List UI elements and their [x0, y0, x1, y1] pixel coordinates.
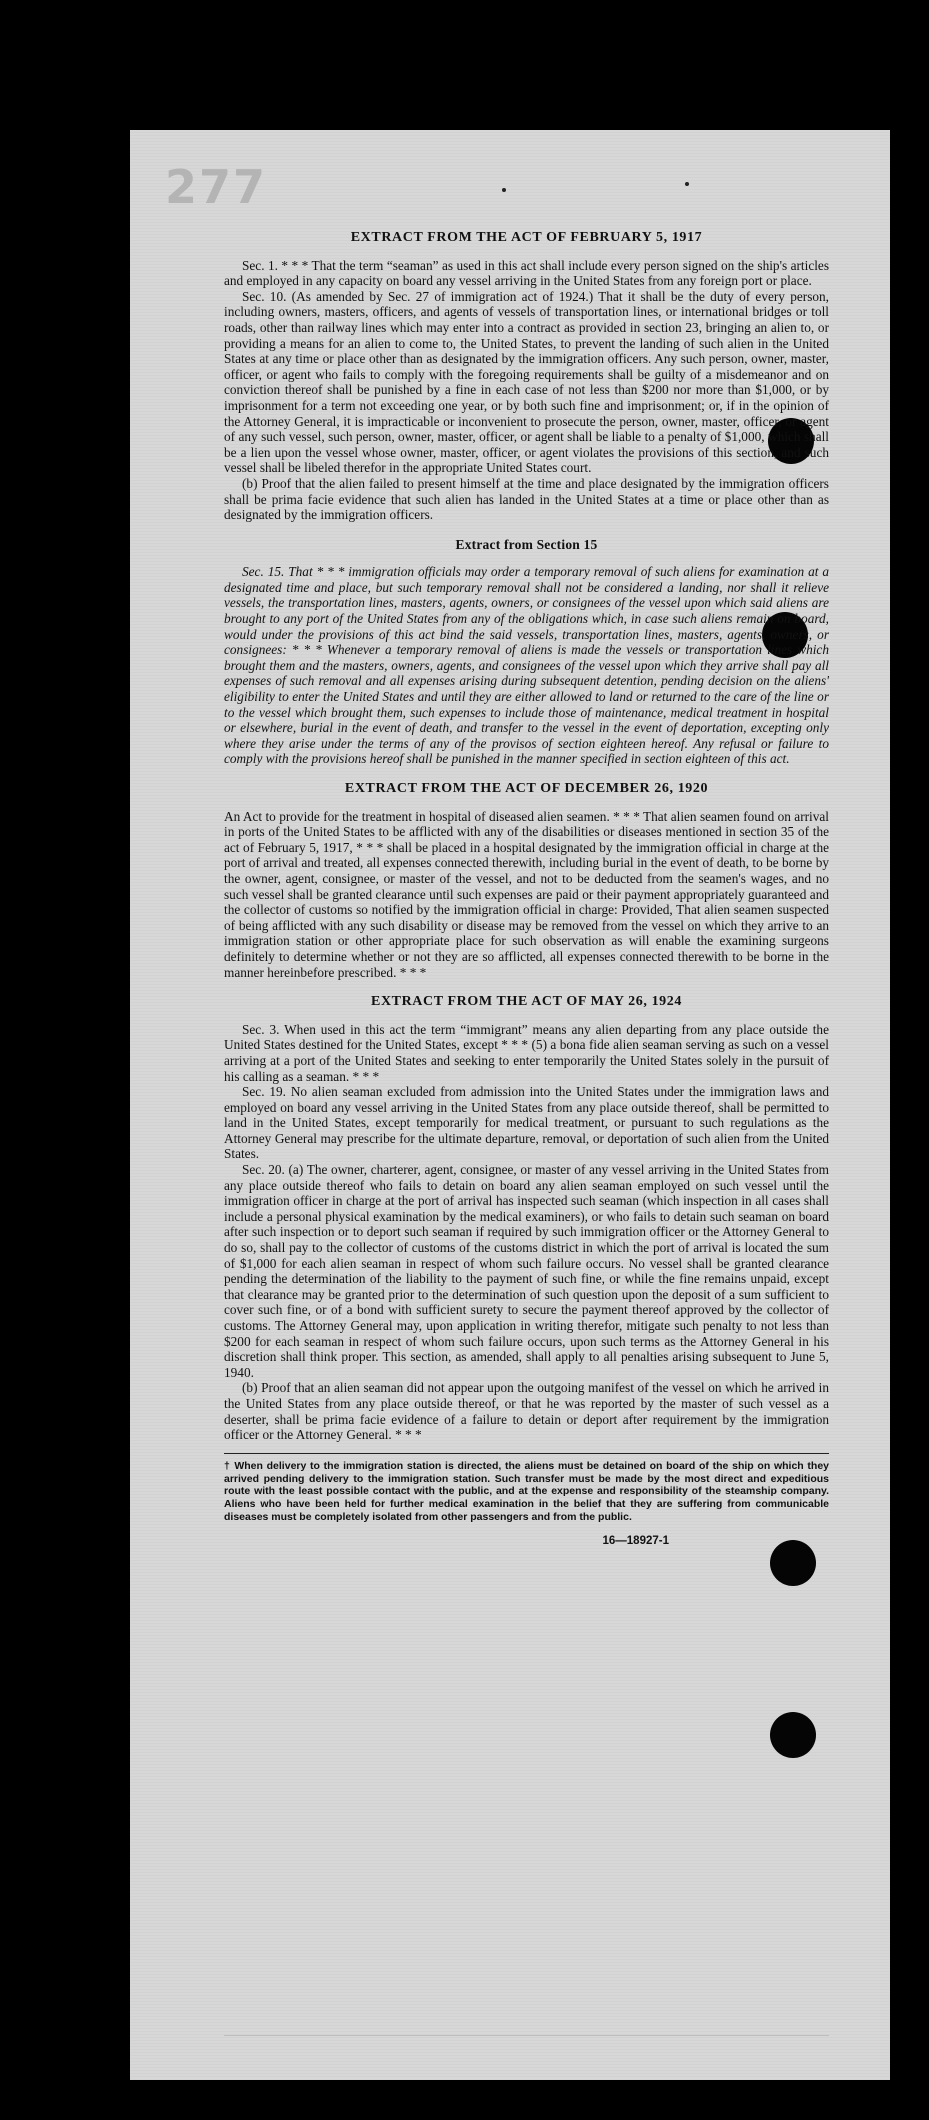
footnote: † When delivery to the immigration station is directed, the aliens must be detained on board of the ship on which they arrived pending delivery to the immigration station. Such transfer must be made by the most direct and expeditious route with the least possible contact with the public, and at the expense and responsibility of the steamship company. Aliens who have been held for further medical examination in the belief that they are suffering from communicable diseases must be completely isolated from other passengers and from the public. — [224, 1453, 829, 1524]
paragraph-act-1920: An Act to provide for the treatment in hospital of diseased alien seamen. * * * That alien seamen found on arrival in ports of the United States to be afflicted with any of the disabilities or diseases mentioned in section 35 of the act of February 5, 1917, * * * shall be placed in a hospital designated by the immigration official in charge at the port of arrival and treated, all expenses connected therewith, including burial in the event of death, to be borne by the owner, agent, consignee, or master of the vessel, and not to be deducted from the seamen's wages, and no such vessel shall be granted clearance until such expenses are paid or their payment appropriately guaranteed and the collector of customs so notified by the immigration official in charge: Provided, That alien seamen suspected of being afflicted with any such disability or disease may be removed from the vessel on which they arrive to an immigration station or other appropriate place for such observation as will enable the examining surgeons definitely to determine whether or not they are so afflicted, all expenses connected therewith to be borne in the manner hereinbefore prescribed. * * * — [224, 808, 829, 980]
form-number: 16—18927-1 — [602, 1534, 669, 1547]
heading-section-15: Extract from Section 15 — [455, 536, 598, 552]
heading-act-may-1924: EXTRACT FROM THE ACT OF MAY 26, 1924 — [371, 994, 682, 1010]
paragraph-sec-1: Sec. 1. * * * That the term “seaman” as used in this act shall include every person signed on the ship's articles and employed in any capacity on board any vessel arriving in the United States from any foreign port or place. — [224, 257, 829, 289]
document-page — [130, 130, 890, 2080]
paragraph-sec-20-b: (b) Proof that an alien seaman did not appear upon the outgoing manifest of the vessel on which he arrived in the United States from any place outside thereof, or that he was reported by the master of such vessel as a deserter, shall be prima facie evidence of a failure to detain or deport after requirement by the immigration officer or the Attorney General. * * * — [224, 1380, 829, 1443]
paragraph-sec-10: Sec. 10. (As amended by Sec. 27 of immigration act of 1924.) That it shall be the duty of every person, including owners, masters, officers, and agents of vessels of transportation lines, or international bridges or toll roads, other than railway lines which may enter into a contract as provided in section 23, bringing an alien to, or providing a means for an alien to come to, the United States, to prevent the landing of such alien in the United States at any time or place other than as designated by the immigration officers. Any such person, owner, master, officer, or agent who fails to comply with the foregoing requirements shall be guilty of a misdemeanor and on conviction thereof shall be punished by a fine in each case of not less than $200 nor more than $1,000, or by imprisonment for a term not exceeding one year, or by both such fine and imprisonment; or, if in the opinion of the Attorney General, it is impracticable or inconvenient to prosecute the person, owner, master, officer, or agent of any such vessel, such person, owner, master, officer, or agent shall be liable to a penalty of $1,000, which shall be a lien upon the vessel whose owner, master, officer, or agent violates the provisions of this section, and such vessel shall be libeled therefor in the appropriate United States court. — [224, 288, 829, 476]
heading-act-feb-1917: EXTRACT FROM THE ACT OF FEBRUARY 5, 1917 — [350, 230, 703, 245]
document-body — [224, 230, 829, 1549]
punch-hole — [770, 1712, 816, 1758]
paragraph-sec-3: Sec. 3. When used in this act the term “immigrant” means any alien departing from any place outside the United States destined for the United States, except * * * (5) a bona fide alien seaman serving as such on a vessel arriving at a port of the United States and seeking to enter temporarily the United States solely in the pursuit of his calling as a seaman. * * * — [224, 1021, 829, 1084]
speck-mark — [685, 182, 689, 186]
paragraph-sec-15: Sec. 15. That * * * immigration officials may order a temporary removal of such aliens for examination at a designated time and place, but such temporary removal shall not be considered a landing, nor shall it relieve vessels, the transportation lines, masters, agents, owners, or consignees of the vessel upon which said aliens are brought to any port of the United States from any of the obligations which, in case such aliens remain on board, would under the provisions of this act bind the said vessels, transportation lines, masters, agents, owners, or consignees: * * * Whenever a temporary removal of aliens is made the vessels or transportation lines which brought them and the masters, owners, agents, and consignees of the vessel upon which they arrive shall pay all expenses of such removal and all expenses arising during subsequent detention, pending decision on the aliens' eligibility to enter the United States and until they are either allowed to land or returned to the care of the line or to the vessel which brought them, such expenses to include those of maintenance, medical treatment in hospital or elsewhere, burial in the event of death, and transfer to the vessel in the event of deportation, excepting only where they arise under the terms of any of the provisos of section eighteen hereof. Any refusal or failure to comply with the provisions hereof shall be punished in the manner specified in section eighteen of this act. — [224, 564, 829, 767]
heading-act-dec-1920: EXTRACT FROM THE ACT OF DECEMBER 26, 1920 — [344, 781, 709, 796]
speck-mark — [502, 188, 506, 192]
handwritten-page-mark: 277 — [165, 160, 268, 214]
paragraph-sec-20-a: Sec. 20. (a) The owner, charterer, agent, consignee, or master of any vessel arriving in the United States from any place outside thereof who fails to detain on board any alien seaman employed on such vessel until the immigration officer in charge at the port of arrival has inspected such seaman (which inspection in all cases shall include a personal physical examination by the medical examiners), or who fails to detain such seaman on board after such inspection or to deport such seaman if required by such immigration officer or the Attorney General to do so, shall pay to the collector of customs of the customs district in which the port of arrival is located the sum of $1,000 for each alien seaman in respect of whom such failure occurs. No vessel shall be granted clearance pending the determination of the liability to the payment of such fine, or while the fine remains unpaid, except that clearance may be granted prior to the determination of such question upon the deposit of a sum sufficient to cover such fine, or of a bond with sufficient surety to secure the payment thereof approved by the collector of customs. The Attorney General may, upon application in writing therefor, mitigate such penalty to not less than $200 for each seaman in respect of whom such failure occurs, upon such terms as the Attorney General in his discretion shall think proper. This section, as amended, shall apply to all penalties arising subsequent to June 5, 1940. — [224, 1162, 829, 1380]
paragraph-sec-19: Sec. 19. No alien seaman excluded from admission into the United States under the immigration laws and employed on board any vessel arriving in the United States from any place outside thereof, shall be permitted to land in the United States, except temporarily for medical treatment, or pursuant to such regulations as the Attorney General may prescribe for the ultimate departure, removal, or deportation of such alien from the United States. — [224, 1084, 829, 1162]
paragraph-sec-10-b: (b) Proof that the alien failed to present himself at the time and place designated by the immigration officers shall be prima facie evidence that such alien has landed in the United States at a time or place other than as designated by the immigration officers. — [224, 475, 829, 523]
faint-bleedthrough-line — [224, 2035, 829, 2046]
